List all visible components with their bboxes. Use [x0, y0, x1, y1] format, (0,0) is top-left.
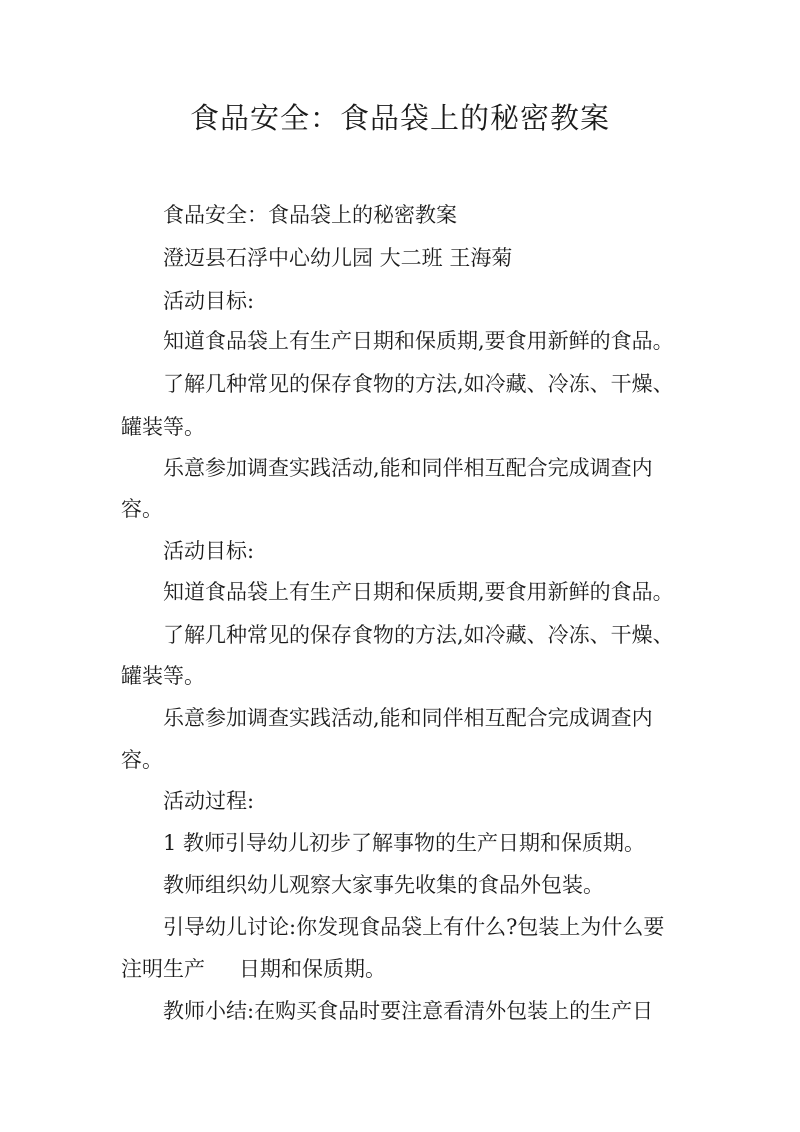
text-line: 了解几种常见的保存食物的方法,如冷藏、冷冻、干燥、	[163, 372, 674, 396]
text-line: 容。	[121, 497, 163, 521]
text-line: 了解几种常见的保存食物的方法,如冷藏、冷冻、干燥、	[163, 623, 674, 647]
text-line: 知道食品袋上有生产日期和保质期,要食用新鲜的食品。	[163, 580, 674, 604]
text-line: 乐意参加调查实践活动,能和同伴相互配合完成调查内	[163, 706, 653, 730]
text-line	[121, 954, 386, 984]
text-line: 容。	[121, 748, 163, 772]
text-line: 教师组织幼儿观察大家事先收集的食品外包装。	[163, 873, 604, 897]
text-line: 活动目标:	[163, 289, 255, 313]
text-line: 1 教师引导幼儿初步了解事物的生产日期和保质期。	[163, 831, 646, 855]
text-line: 引导幼儿讨论:你发现食品袋上有什么?包装上为什么要	[163, 915, 665, 939]
text-line: 罐装等。	[121, 415, 205, 439]
text-line: 罐装等。	[121, 664, 205, 688]
text-line: 教师小结:在购买食品时要注意看清外包装上的生产日	[163, 999, 654, 1023]
text-line: 活动过程:	[163, 789, 255, 813]
text-line: 食品安全：食品袋上的秘密教案	[163, 203, 457, 227]
text-line: 知道食品袋上有生产日期和保质期,要食用新鲜的食品。	[163, 329, 674, 353]
text-fragment: 注明生产	[121, 957, 205, 981]
text-line: 乐意参加调查实践活动,能和同伴相互配合完成调查内	[163, 456, 653, 480]
text-line: 活动目标:	[163, 539, 255, 563]
document-title: 食品安全：食品袋上的秘密教案	[189, 101, 610, 135]
text-line: 澄迈县石浮中心幼儿园 大二班 王海菊	[163, 246, 513, 270]
text-fragment: 日期和保质期。	[239, 957, 386, 981]
